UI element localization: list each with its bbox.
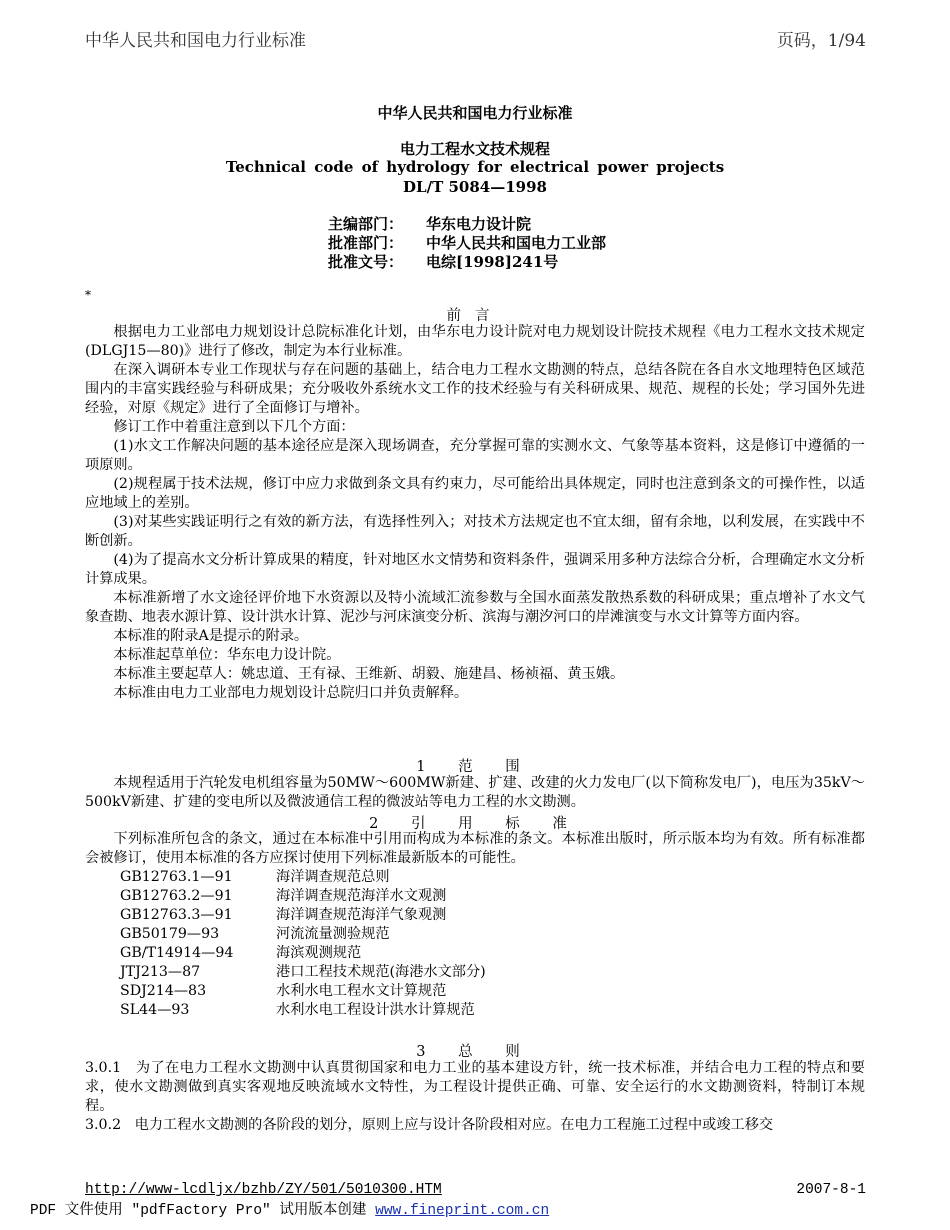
header-title: 中华人民共和国电力行业标准	[85, 31, 306, 51]
paragraph: (2)规程属于技术法规，修订中应力求做到条文具有约束力，尽可能给出具体规定，同时也注意到条文的可操作性，以适应地域上的差别。	[85, 476, 865, 511]
meta-editor	[328, 213, 531, 234]
ref-code: GB12763.2—91	[120, 888, 233, 904]
ref-code: SL44—93	[120, 1002, 190, 1018]
pdf-note: PDF 文件使用 "pdfFactory Pro" 试用版本创建	[30, 1203, 376, 1219]
paragraph: 在深入调研本专业工作现状与存在问题的基础上，结合电力工程水文勘测的特点，总结各院在各自水文地理特色区域范围内的丰富实践经验与科研成果；充分吸收外系统水文工作的技术经验与有关科研成果、规范、规程的长处；学习国外先进经验，对原《规定》进行了全面修订与增补。	[85, 362, 865, 416]
list-item	[120, 868, 486, 887]
foreword-heading: 前言	[446, 308, 504, 324]
paragraph: (4)为了提高水文分析计算成果的精度，针对地区水文情势和资料条件，强调采用多种方法综合分析，合理确定水文分析计算成果。	[85, 552, 865, 587]
meta-key: 批准文号：	[328, 253, 404, 271]
ref-code: GB12763.1—91	[120, 869, 233, 885]
clause-number: 3.0.1	[85, 1060, 122, 1076]
paragraph: 本标准主要起草人：姚忠道、王有禄、王维新、胡毅、施建昌、杨祯福、黄玉娥。	[113, 666, 625, 682]
source-url-link[interactable]: http://www-lcdljx/bzhb/ZY/501/5010300.HTM	[85, 1182, 442, 1198]
section-1-body	[85, 774, 865, 812]
ref-code: GB/T14914—94	[120, 945, 234, 961]
meta-value: 中华人民共和国电力工业部	[426, 234, 607, 252]
list-item	[120, 944, 486, 963]
ref-code: GB12763.3—91	[120, 907, 233, 923]
paragraph: 本标准新增了水文途径评价地下水资源以及特小流域汇流参数与全国水面蒸发散热系数的科研成果；重点增补了水文气象查勘、地表水源计算、设计洪水计算、泥沙与河床演变分析、滨海与潮汐河口的岸滩演变与水文计算等方面内容。	[85, 590, 865, 625]
print-date: 2007-8-1	[796, 1182, 866, 1198]
clause-number: 3.0.2	[85, 1117, 122, 1133]
fineprint-link[interactable]: www.fineprint.com.cn	[375, 1203, 550, 1219]
ref-name: 海洋调查规范总则	[276, 869, 390, 885]
paragraph: (1)水文工作解决问题的基本途径应是深入现场调查，充分掌握可靠的实测水文、气象等基本资料，这是修订中遵循的一项原则。	[85, 438, 865, 473]
paragraph: 修订工作中着重注意到以下几个方面：	[113, 419, 355, 435]
section-3-heading: 3 总 则	[416, 1044, 534, 1060]
clause	[85, 1116, 865, 1135]
meta-key: 批准部门：	[328, 234, 404, 252]
meta-approver	[328, 232, 606, 253]
ref-code: GB50179—93	[120, 926, 220, 942]
meta-approval-number	[328, 251, 558, 272]
document-title: 电力工程水文技术规程	[399, 140, 550, 158]
pdf-watermark	[30, 1198, 549, 1219]
section-1-heading: 1 范 围	[416, 759, 534, 775]
list-item	[120, 906, 486, 925]
meta-value: 电综[1998]241号	[426, 253, 559, 271]
paragraph: (3)对某些实践证明行之有效的新方法，有选择性列入；对技术方法规定也不宜太细，留有余地，以利发展，在实践中不断创新。	[85, 514, 865, 549]
list-item	[120, 1001, 486, 1020]
paragraph: 本规程适用于汽轮发电机组容量为50MW～600MW新建、扩建、改建的火力发电厂(以下简称发电厂)，电压为35kV～500kV新建、扩建的变电所以及微波通信工程的微波站等电力工程的水文勘测。	[85, 775, 865, 810]
section-2-body	[85, 830, 865, 868]
ref-name: 海洋调查规范海洋水文观测	[276, 888, 447, 904]
meta-key: 主编部门：	[328, 215, 404, 233]
paragraph: 本标准的附录A是提示的附录。	[113, 628, 309, 644]
ref-code: JTJ213—87	[120, 964, 201, 980]
paragraph: 本标准由电力工业部电力规划设计总院归口并负责解释。	[113, 685, 469, 701]
ref-code: SDJ214—83	[120, 983, 207, 999]
ref-name: 海滨观测规范	[276, 945, 362, 961]
list-item	[120, 925, 486, 944]
paragraph: 本标准起草单位：华东电力设计院。	[113, 647, 341, 663]
ref-name: 水利水电工程水文计算规范	[276, 983, 447, 999]
list-item	[120, 963, 486, 982]
ref-name: 港口工程技术规范(海港水文部分)	[276, 964, 486, 980]
ref-name: 海洋调查规范海洋气象观测	[276, 907, 447, 923]
clause-text: 电力工程水文勘测的各阶段的划分，原则上应与设计各阶段相对应。在电力工程施工过程中或竣工移交	[134, 1117, 774, 1133]
clause-text: 为了在电力工程水文勘测中认真贯彻国家和电力工业的基本建设方针，统一技术标准，并结合电力工程的特点和要求，使水文勘测做到真实客观地反映流域水文特性，为工程设计提供正确、可靠、安全运行的水文勘测资料，特制订本规程。	[85, 1060, 865, 1114]
page-number: 页码，1/94	[776, 31, 866, 51]
standard-name: 中华人民共和国电力行业标准	[377, 104, 573, 122]
footnote-marker: *	[85, 288, 91, 302]
list-item	[120, 887, 486, 906]
document-title-english: Technical code of hydrology for electrical power projects	[225, 158, 725, 176]
standard-code: DL/T 5084—1998	[403, 178, 547, 196]
foreword-body	[85, 323, 865, 703]
clause	[85, 1059, 865, 1116]
ref-name: 河流流量测验规范	[276, 926, 390, 942]
section-2-heading: 2 引 用 标 准	[369, 816, 581, 832]
list-item	[120, 982, 486, 1001]
paragraph: 根据电力工业部电力规划设计总院标准化计划，由华东电力设计院对电力规划设计院技术规程《电力工程水文技术规定(DLGJ15—80)》进行了修改，制定为本行业标准。	[85, 324, 865, 359]
ref-name: 水利水电工程设计洪水计算规范	[276, 1002, 475, 1018]
meta-value: 华东电力设计院	[426, 215, 532, 233]
paragraph: 下列标准所包含的条文，通过在本标准中引用而构成为本标准的条文。本标准出版时，所示版本均为有效。所有标准都会被修订，使用本标准的各方应探讨使用下列标准最新版本的可能性。	[85, 831, 865, 866]
referenced-standards-list	[120, 868, 486, 1020]
section-3-body	[85, 1059, 865, 1135]
